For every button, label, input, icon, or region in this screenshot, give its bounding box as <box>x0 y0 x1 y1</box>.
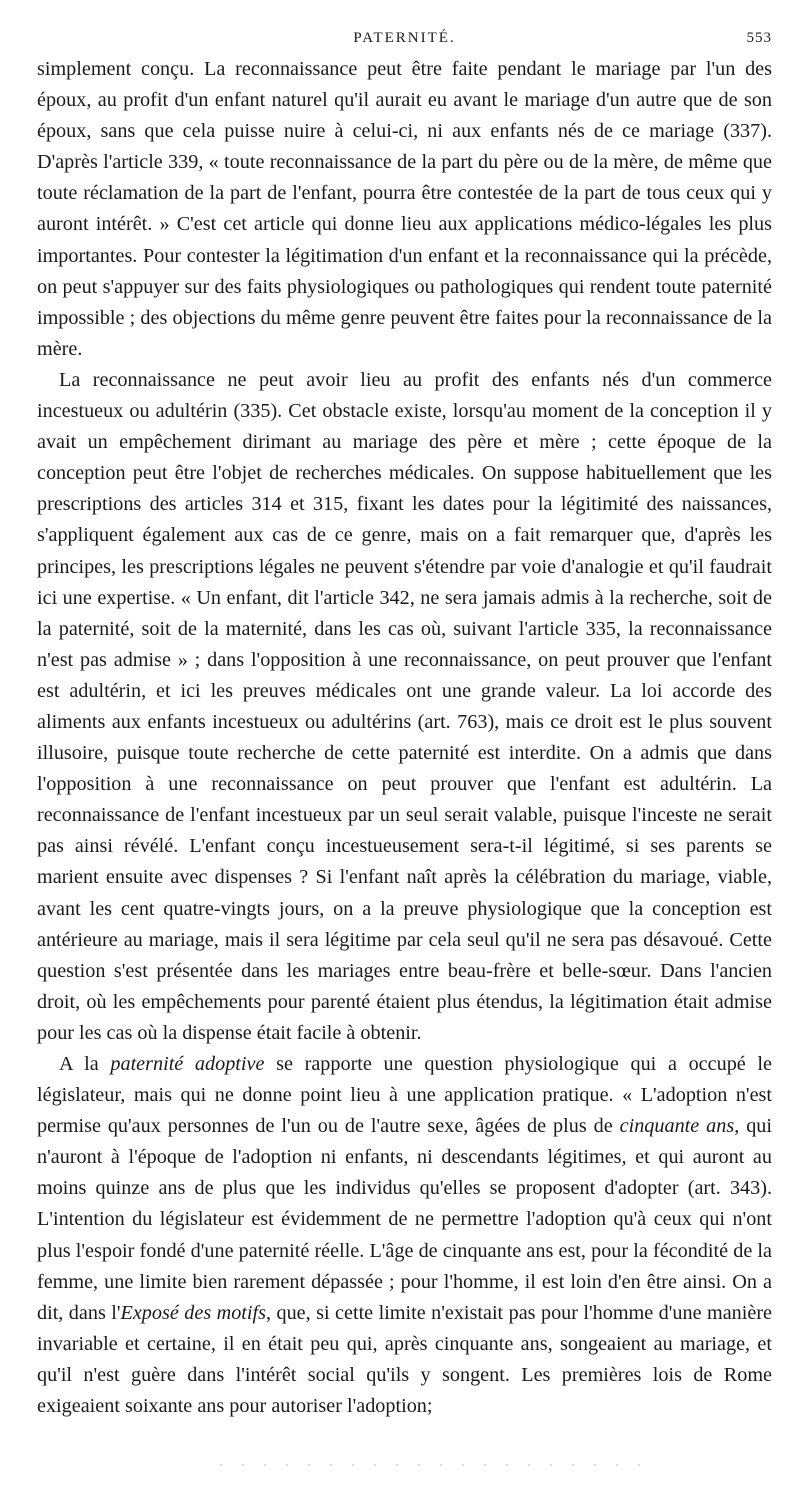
paragraph-text: , qui n'auront à l'époque de l'adoption ni enfants, ni descendants légitimes, et qui auront au moins quinze ans de plus que les individus qu'elles se proposent d'adopter (art. 343). L'intention du législateur est évidemment de ne permettre l'adoption qu'à ceux qui n'ont plus l'espoir fondé d'une paternité réelle. L'âge de cinquante ans est, pour la fécondité de la femme, une limite bien rarement dépassée ; pour l'homme, il est loin d'en être ainsi. On a dit, dans l' <box>37 1115 772 1324</box>
running-title: PATERNITÉ. <box>353 30 456 46</box>
italic-term: cinquante ans <box>619 1115 735 1138</box>
book-page <box>37 24 772 1422</box>
paragraph-2 <box>37 365 772 1049</box>
print-speckle <box>210 1462 660 1468</box>
paragraph-text: se rapporte une question physiologique qui a occupé le législateur, mais qui ne donne point lieu à une application pratique. « L'adoption n'est permise qu'aux personnes de l'un ou de l'autre sexe, âgées de plus de <box>37 1053 772 1138</box>
paragraph-text: A la <box>59 1053 111 1075</box>
paragraph-text: , que, si cette limite n'existait pas pour l'homme d'une manière invariable et certaine, il en était peu qui, après cinquante ans, songeaient au mariage, et qu'il n'est guère dans l'intérêt social qu'ils y songent. Les premières lois de Rome exigeaient soixante ans pour autoriser l'adoption; <box>37 1301 773 1418</box>
running-head <box>37 24 772 54</box>
italic-term: paternité adoptive <box>110 1053 265 1075</box>
page-number: 553 <box>746 30 772 46</box>
italic-title: Exposé des motifs <box>120 1301 266 1324</box>
paragraph-1 <box>37 54 772 365</box>
paragraph-3 <box>37 1049 772 1422</box>
body-text <box>37 54 772 1422</box>
paragraph-text: simplement conçu. La reconnaissance peut être faite pendant le mariage par l'un des époux, au profit d'un enfant naturel qu'il aurait eu avant le mariage d'un autre que de son époux, sans que cela puisse nuire à celui-ci, ni aux enfants nés de ce mariage (337). D'après l'article 339, « toute reconnaissance de la part du père ou de la mère, de même que toute réclamation de la part de l'enfant, pourra être contestée de la part de tous ceux qui y auront intérêt. » C'est cet article qui donne lieu aux applications médico-légales les plus importantes. Pour contester la légitimation d'un enfant et la reconnaissance qui la précède, on peut s'appuyer sur des faits physiologiques ou pathologiques qui rendent toute paternité impossible ; des objections du même genre peuvent être faites pour la reconnaissance de la mère. <box>37 58 772 360</box>
paragraph-text: La reconnaissance ne peut avoir lieu au profit des enfants nés d'un commerce incestueux ou adultérin (335). Cet obstacle existe, lorsqu'au moment de la conception il y avait un empêchement dirimant au mariage des père et mère ; cette époque de la conception peut être l'objet de recherches médicales. On suppose habituellement que les prescriptions des articles 314 et 315, fixant les dates pour la légitimité des naissances, s'appliquent également aux cas de ce genre, mais on a fait remarquer que, d'après les principes, les prescriptions légales ne peuvent s'étendre par voie d'analogie et qu'il faudrait ici une expertise. « Un enfant, dit l'article 342, ne sera jamais admis à la recherche, soit de la paternité, soit de la maternité, dans les cas où, suivant l'article 335, la reconnaissance n'est pas admise » ; dans l'opposition à une reconnaissance, on peut prouver que l'enfant est adultérin, et ici les preuves médicales ont une grande valeur. La loi accorde des aliments aux enfants incestueux ou adultérins (art. 763), mais ce droit est le plus souvent illusoire, puisque toute recherche de cette paternité est interdite. On a admis que dans l'opposition à une reconnaissance on peut prouver que l'enfant est adultérin. La reconnaissance de l'enfant incestueux par un seul serait valable, puisque l'inceste ne serait pas ainsi révélé. L'enfant conçu incestueusement sera-t-il légitimé, si ses parents se marient ensuite avec dispenses ? Si l'enfant naît après la célébration du mariage, viable, avant les cent quatre-vingts jours, on a la preuve physiologique que la conception est antérieure au mariage, mais il sera légitime par cela seul qu'il ne sera pas désavoué. Cette question s'est présentée dans les mariages entre beau-frère et belle-sœur. Dans l'ancien droit, où les empêchements pour parenté étaient plus étendus, la légitimation était admise pour les cas où la dispense était facile à obtenir. <box>37 368 772 1044</box>
